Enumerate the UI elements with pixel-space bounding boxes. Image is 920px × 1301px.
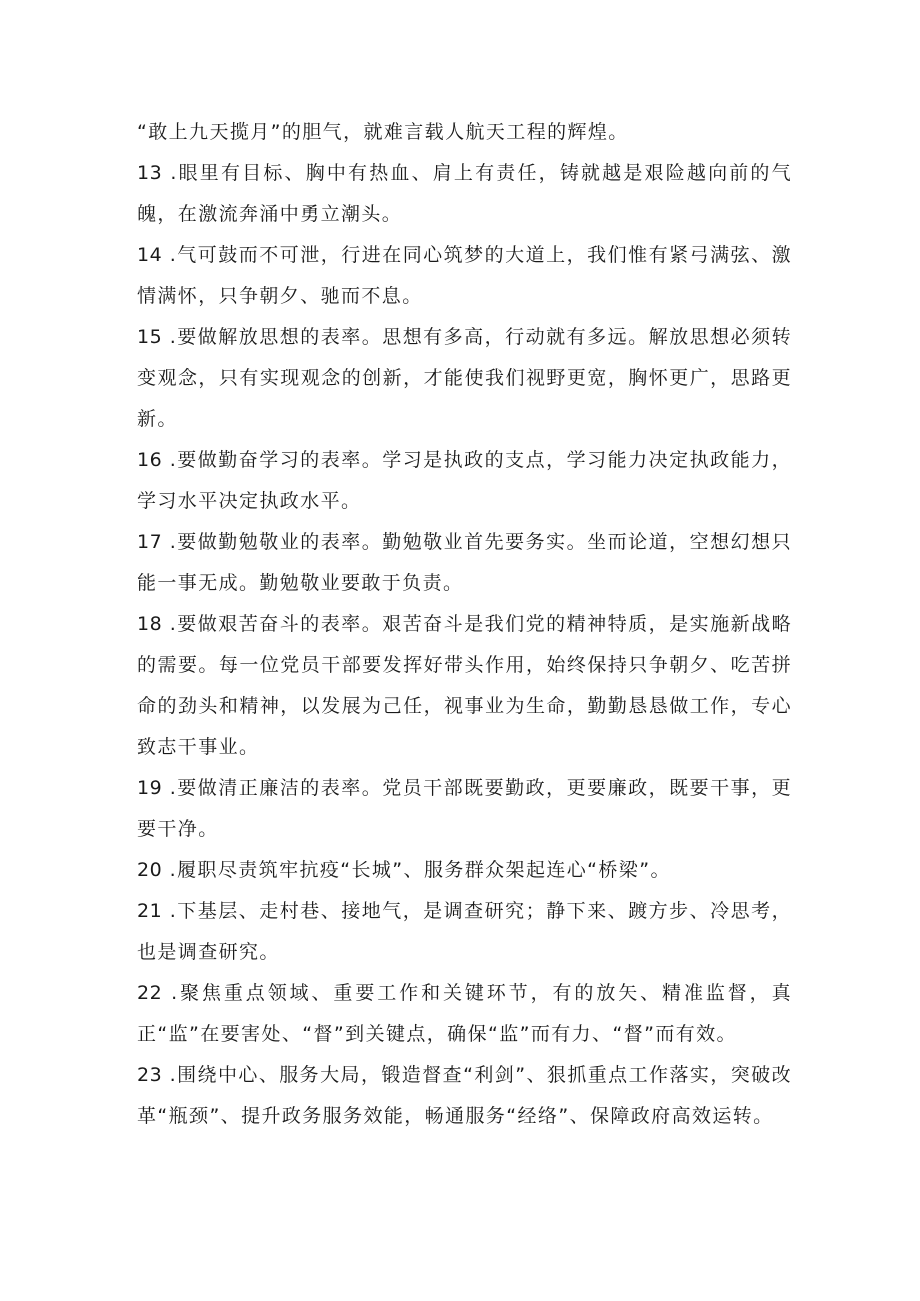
paragraph-16 [137, 440, 792, 522]
paragraph-text: .眼里有目标、胸中有热血、肩上有责任，铸就越是艰险越向前的气魄，在激流奔涌中勇立潮头。 [137, 162, 792, 225]
paragraph-14 [137, 235, 792, 317]
paragraph-text: .要做解放思想的表率。思想有多高，行动就有多远。解放思想必须转变观念，只有实现观念的创新，才能使我们视野更宽，胸怀更广，思路更新。 [137, 326, 792, 430]
paragraph-continued [137, 112, 792, 153]
paragraph-text: .要做清正廉洁的表率。党员干部既要勤政，更要廉政，既要干事，更要干净。 [137, 777, 792, 840]
paragraph-text: .围绕中心、服务大局，锻造督查“利剑”、狠抓重点工作落实，突破改革“瓶颈”、提升政务服务效能，畅通服务“经络”、保障政府高效运转。 [137, 1064, 792, 1127]
paragraph-number: 22 [137, 982, 163, 1004]
paragraph-18 [137, 604, 792, 768]
paragraph-number: 17 [137, 531, 163, 553]
paragraph-number: 20 [137, 859, 163, 881]
paragraph-number: 13 [137, 162, 163, 184]
paragraph-15 [137, 317, 792, 440]
paragraph-number: 16 [137, 449, 163, 471]
paragraph-text: .履职尽责筑牢抗疫“长城”、服务群众架起连心“桥梁”。 [162, 859, 671, 881]
paragraph-text: .下基层、走村巷、接地气，是调查研究；静下来、踱方步、冷思考，也是调查研究。 [137, 900, 792, 963]
paragraph-21 [137, 891, 792, 973]
paragraph-text: “敢上九天揽月”的胆气，就难言载人航天工程的辉煌。 [137, 121, 629, 143]
paragraph-number: 14 [137, 244, 163, 266]
paragraph-23 [137, 1055, 792, 1137]
paragraph-17 [137, 522, 792, 604]
paragraph-20 [137, 850, 792, 891]
paragraph-13 [137, 153, 792, 235]
paragraph-number: 19 [137, 777, 163, 799]
paragraph-19 [137, 768, 792, 850]
paragraph-22 [137, 973, 792, 1055]
paragraph-number: 21 [137, 900, 163, 922]
document-body [137, 112, 792, 1137]
paragraph-text: .气可鼓而不可泄，行进在同心筑梦的大道上，我们惟有紧弓满弦、激情满怀，只争朝夕、驰而不息。 [137, 244, 792, 307]
paragraph-text: .要做艰苦奋斗的表率。艰苦奋斗是我们党的精神特质，是实施新战略的需要。每一位党员干部要发挥好带头作用，始终保持只争朝夕、吃苦拼命的劲头和精神，以发展为己任，视事业为生命，勤勤恳恳做工作，专心致志干事业。 [137, 613, 792, 758]
paragraph-text: .要做勤勉敬业的表率。勤勉敬业首先要务实。坐而论道，空想幻想只能一事无成。勤勉敬业要敢于负责。 [137, 531, 792, 594]
paragraph-number: 23 [137, 1064, 163, 1086]
paragraph-number: 15 [137, 326, 163, 348]
paragraph-text: .要做勤奋学习的表率。学习是执政的支点，学习能力决定执政能力，学习水平决定执政水平。 [137, 449, 792, 512]
paragraph-text: .聚焦重点领域、重要工作和关键环节，有的放矢、精准监督，真正“监”在要害处、“督”到关键点，确保“监”而有力、“督”而有效。 [137, 982, 792, 1045]
paragraph-number: 18 [137, 613, 163, 635]
